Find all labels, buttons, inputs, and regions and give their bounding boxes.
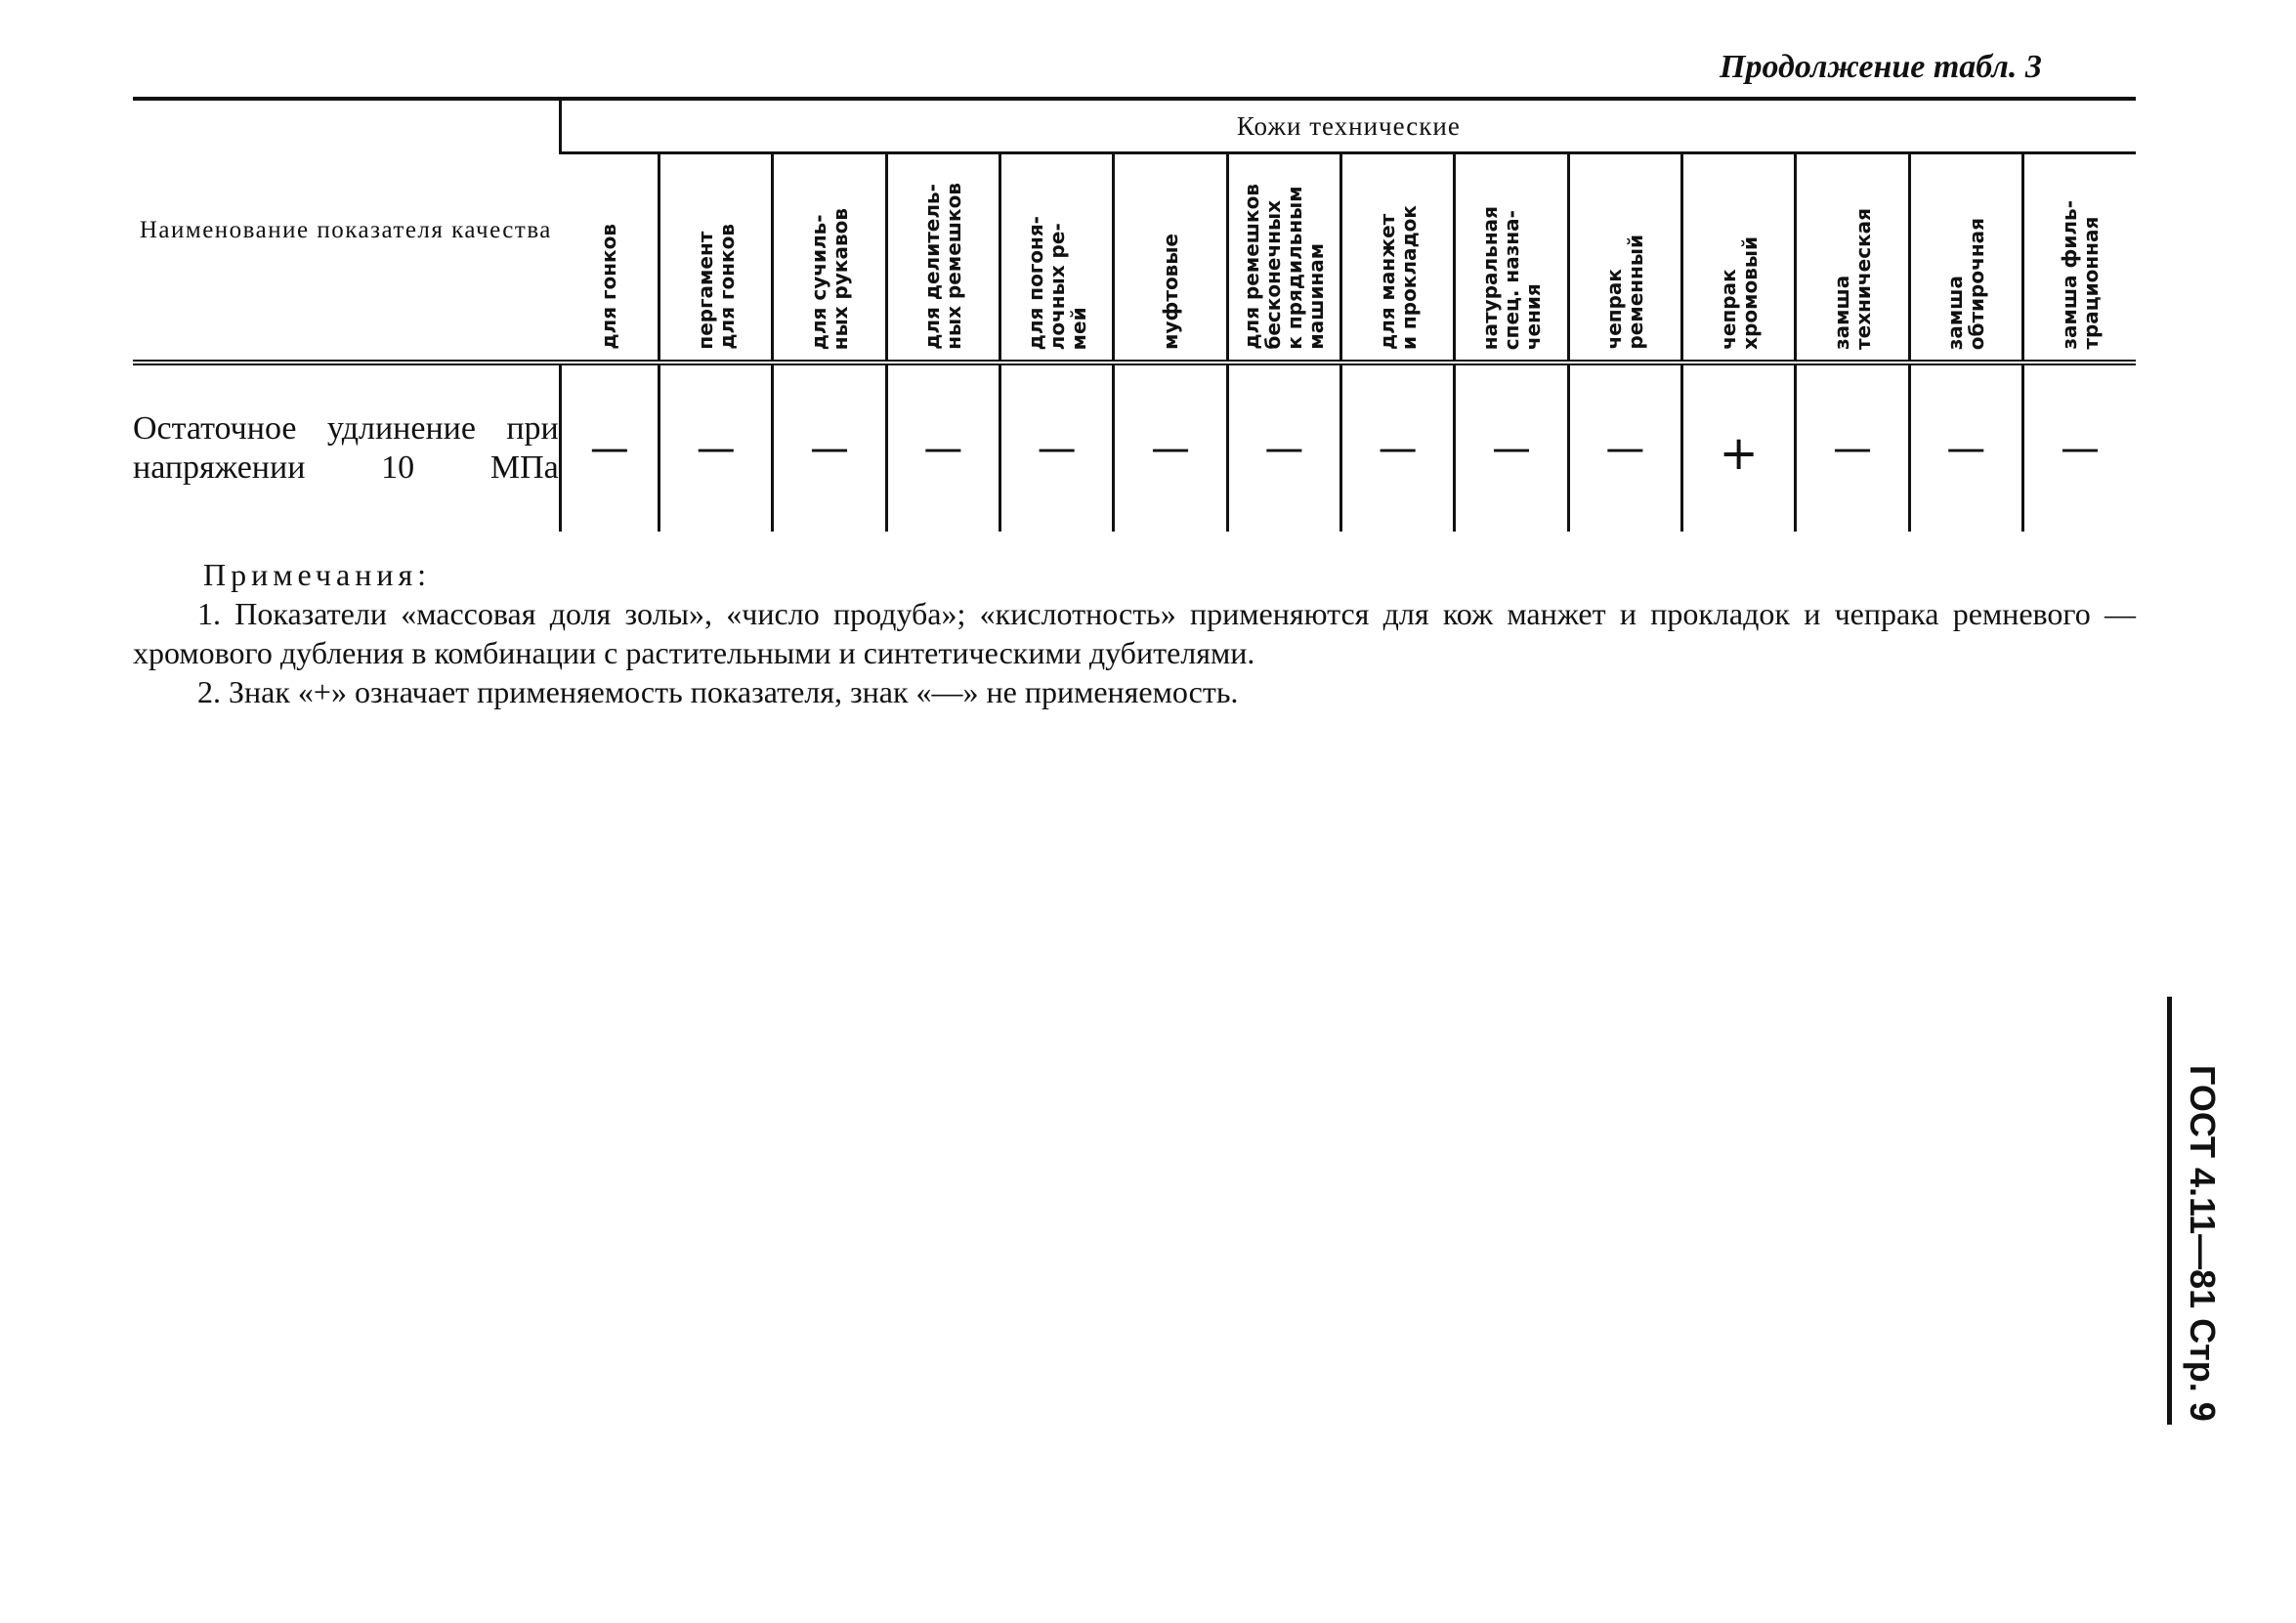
technical-leathers-header: Кожи технические [560, 99, 2136, 153]
column-header [1341, 153, 1455, 363]
table-cell: — [2022, 363, 2136, 532]
column-header [659, 153, 773, 363]
table-cell: — [1000, 363, 1114, 532]
column-header [1909, 153, 2022, 363]
table-cell: — [1455, 363, 1568, 532]
column-header [1568, 153, 1681, 363]
row-indicator-name: Остаточное удлинение при напряжении 10 МПа [133, 410, 559, 486]
table-cell: — [1227, 363, 1340, 532]
table-cell: — [1568, 363, 1681, 532]
column-header-label: для погоня- лочных ре- мей [1023, 215, 1090, 350]
table-cell: — [1796, 363, 1909, 532]
table-continuation-caption: Продолжение табл. 3 [1720, 49, 2042, 85]
quality-indicators-table [133, 97, 2136, 532]
table-cell: — [659, 363, 773, 532]
column-header [560, 153, 659, 363]
column-header-label: чепрак ременный [1602, 235, 1648, 350]
column-header [1796, 153, 1909, 363]
column-header-label: муфтовые [1159, 234, 1182, 350]
column-header [773, 153, 886, 363]
notes-title: Примечания: [203, 557, 432, 592]
table-cell: — [1114, 363, 1227, 532]
note-item: 2. Знак «+» означает применяемость показателя, знак «—» не применяемость. [197, 674, 1239, 709]
note-item: 1. Показатели «массовая доля золы», «число продуба»; «кислотность» применяются для кож манжет и прокладок и чепрака ремневого — хромового дубления в комбинации с растительными и синтетическими дубителями. [133, 596, 2136, 670]
column-header-label: чепрак хромовый [1716, 236, 1762, 350]
column-header [886, 153, 999, 363]
column-header [2022, 153, 2136, 363]
table-cell: — [773, 363, 886, 532]
indicator-name-header: Наименование показателя качества [133, 99, 560, 363]
column-header [1681, 153, 1795, 363]
page-footer-standard: ГОСТ 4.11—81 Стр. 9 [2183, 1065, 2223, 1422]
table-row [133, 363, 2136, 532]
column-header [1114, 153, 1227, 363]
column-header-label: для манжет и прокладок [1375, 204, 1421, 350]
footer-rule [2167, 997, 2172, 1425]
column-header-label: замша обтирочная [1943, 217, 1989, 350]
column-header [1455, 153, 1568, 363]
column-header [1000, 153, 1114, 363]
table-cell: — [560, 363, 659, 532]
column-header-label: для сучиль- ных рукавов [807, 207, 853, 350]
table-cell: + [1681, 363, 1795, 532]
column-header-label: пергамент для гонков [693, 224, 739, 350]
table-cell: — [1341, 363, 1455, 532]
table-cell: — [1909, 363, 2022, 532]
column-header-label: замша техническая [1829, 208, 1875, 350]
notes-section [133, 555, 2136, 711]
column-header-label: натуральная спец. назна- чения [1477, 205, 1545, 350]
column-header-label: для ремешков бесконечных к прядильным машинам [1240, 184, 1329, 350]
column-header [1227, 153, 1340, 363]
column-header-label: замша филь- трационная [2057, 200, 2103, 350]
table-cell: — [886, 363, 999, 532]
column-header-label: для гонков [597, 224, 621, 350]
column-header-label: для делитель- ных ремешков [920, 183, 966, 350]
